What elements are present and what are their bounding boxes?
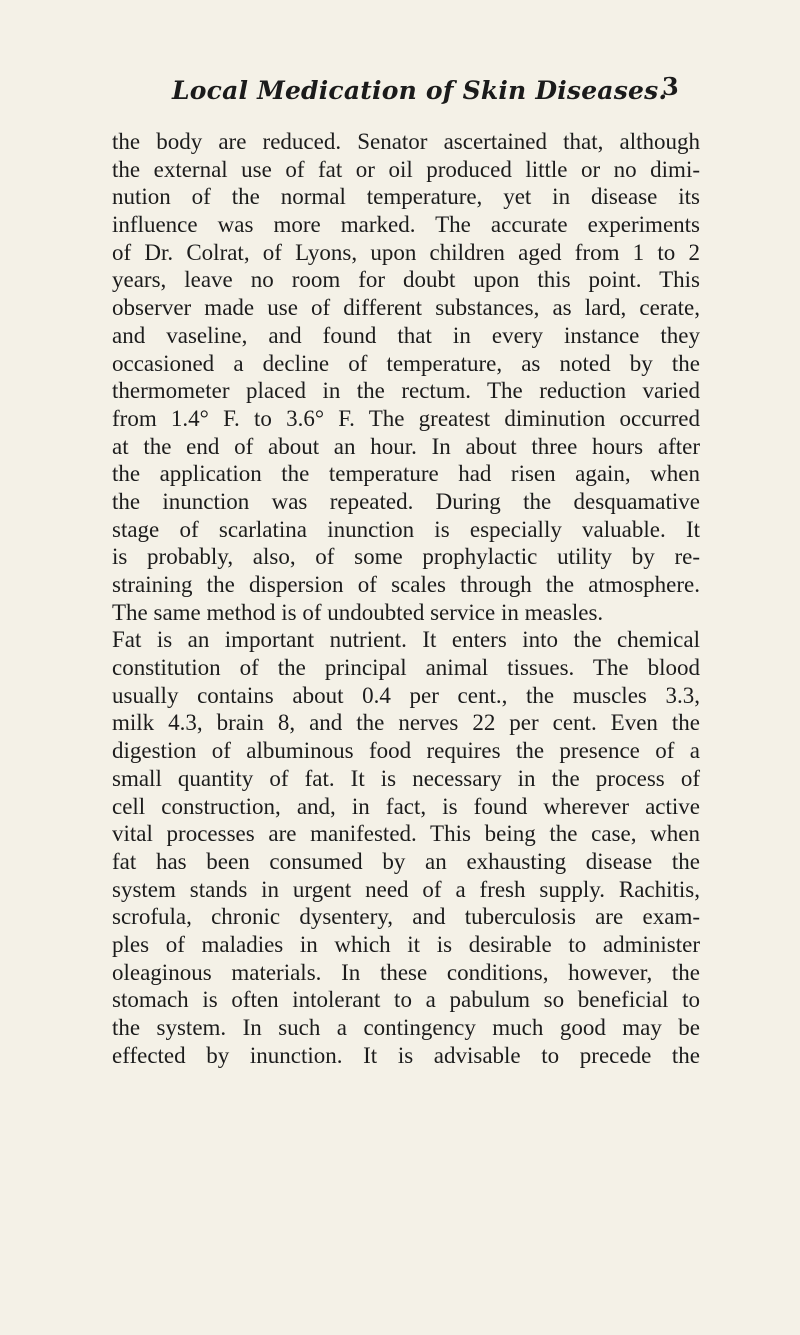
text-line: cell construction, and, in fact, is found wherever active	[112, 793, 700, 819]
text-line: constitution of the principal animal tissues. The blood	[112, 655, 700, 681]
text-line: the inunction was repeated. During the desquamative	[112, 488, 700, 514]
text-line: ples of maladies in which it is desirable to administer	[112, 931, 700, 957]
text-line: nution of the normal temperature, yet in disease its	[112, 184, 700, 210]
text-line: fat has been consumed by an exhausting disease the	[112, 848, 700, 874]
text-line: small quantity of fat. It is necessary in the process of	[112, 765, 700, 791]
text-line: The same method is of undoubted service in measles.	[112, 599, 604, 625]
text-line: system stands in urgent need of a fresh supply. Rachitis,	[112, 876, 700, 902]
text-line: influence was more marked. The accurate experiments	[112, 212, 700, 238]
text-line: straining the dispersion of scales through the atmosphere.	[112, 572, 700, 597]
text-line: stomach is often intolerant to a pabulum so beneficial to	[112, 987, 700, 1013]
text-line: from 1.4° F. to 3.6° F. The greatest diminution occurred	[112, 405, 700, 431]
text-line: oleaginous materials. In these conditions, however, the	[112, 959, 700, 985]
page-number: 3	[662, 72, 679, 101]
text-line: occasioned a decline of temperature, as noted by the	[112, 350, 700, 376]
text-line: of Dr. Colrat, of Lyons, upon children aged from 1 to 2	[112, 239, 700, 265]
text-line: observer made use of different substances, as lard, cerate,	[112, 295, 700, 321]
text-line: digestion of albuminous food requires the presence of a	[112, 738, 700, 764]
body-text	[112, 128, 700, 1069]
text-line: the application the temperature had risen again, when	[112, 461, 700, 487]
text-line: vital processes are manifested. This being the case, when	[112, 821, 700, 847]
text-line: stage of scarlatina inunction is especially valuable. It	[112, 516, 700, 542]
text-line: effected by inunction. It is advisable to precede the	[112, 1042, 700, 1068]
text-line: thermometer placed in the rectum. The reduction varied	[112, 378, 700, 404]
text-line: usually contains about 0.4 per cent., the muscles 3.3,	[112, 682, 700, 708]
text-line: at the end of about an hour. In about three hours after	[112, 433, 700, 459]
text-line: years, leave no room for doubt upon this point. This	[112, 267, 700, 293]
running-head-title: Local Medication of Skin Diseases.	[172, 76, 668, 105]
running-head	[0, 72, 800, 116]
text-line: is probably, also, of some prophylactic utility by re-	[112, 544, 700, 570]
text-line: scrofula, chronic dysentery, and tuberculosis are exam-	[112, 904, 700, 930]
text-line: the external use of fat or oil produced little or no dimi-	[112, 156, 700, 182]
text-line: milk 4.3, brain 8, and the nerves 22 per cent. Even the	[112, 710, 700, 736]
text-line: and vaseline, and found that in every instance they	[112, 322, 700, 348]
text-line: the body are reduced. Senator ascertained that, although	[112, 129, 700, 154]
text-line: Fat is an important nutrient. It enters into the chemical	[112, 627, 700, 653]
text-line: the system. In such a contingency much good may be	[112, 1015, 700, 1040]
